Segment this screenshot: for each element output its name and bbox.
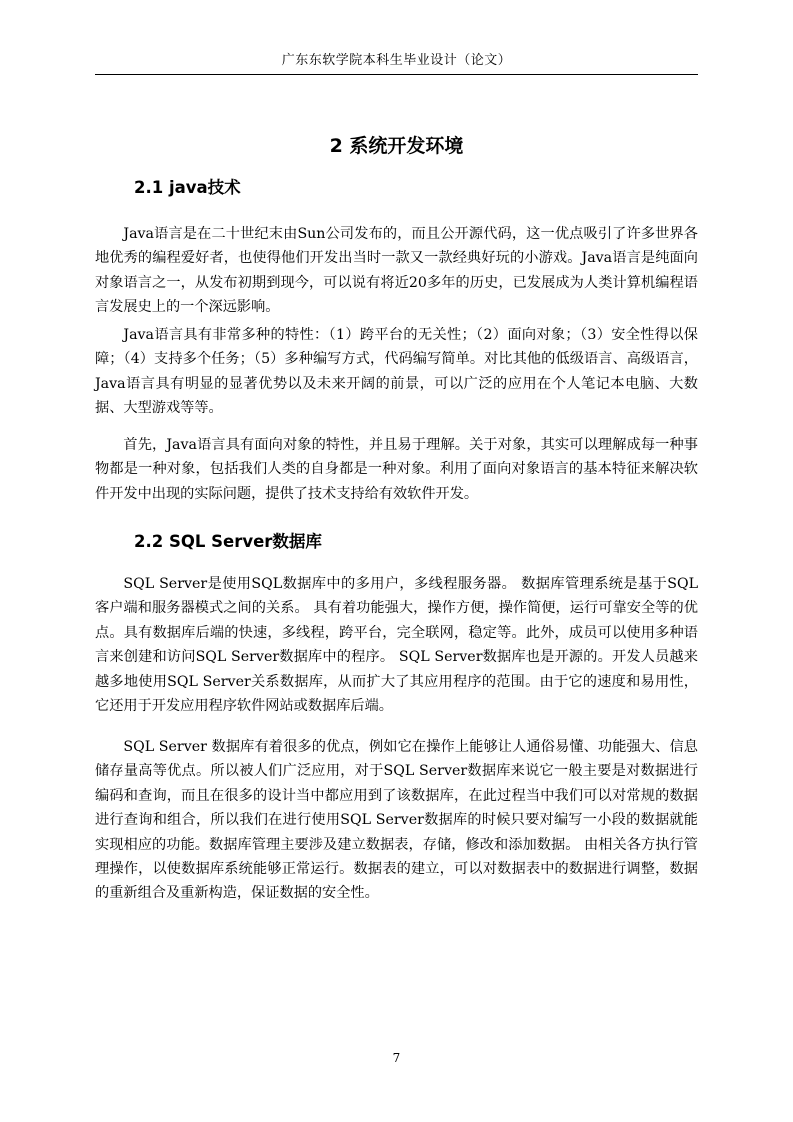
paragraph: 首先，Java语言具有面向对象的特性，并且易于理解。关于对象，其实可以理解成每一种事物都是一种对象，包括我们人类的自身都是一种对象。利用了面向对象语言的基本特征来解决软件开发中出现的实际问题，提供了技术支持给有效软件开发。 xyxy=(95,437,698,502)
running-header: 广东东软学院本科生毕业设计（论文） xyxy=(281,53,512,68)
section-title-java: 2.1 java技术 xyxy=(134,178,241,197)
paragraph: SQL Server是使用SQL数据库中的多用户，多线程服务器。 数据库管理系统是基于SQL客户端和服务器模式之间的关系。 具有着功能强大，操作方便，操作简便，运行可靠安全等的优点。具有数据库后端的快速，多线程，跨平台，完全联网，稳定等。此外，成员可以使用多种语言来创建和访问SQL Server数据库中的程序。 SQL Server数据库也是开源的。开发人员越来越多地使用SQL Server关系数据库，从而扩大了其应用程序的范围。由于它的速度和易用性，它还用于开发应用程序软件网站或数据库后端。 xyxy=(95,576,698,715)
paragraph: Java语言是在二十世纪末由Sun公司发布的，而且公开源代码，这一优点吸引了许多世界各地优秀的编程爱好者，也使得他们开发出当时一款又一款经典好玩的小游戏。Java语言是纯面向对象语言之一，从发布初期到现今，可以说有将近20多年的历史，已发展成为人类计算机编程语言发展史上的一个深远影响。 xyxy=(95,226,698,316)
paragraph: Java语言具有非常多种的特性：（1）跨平台的无关性；（2）面向对象；（3）安全性得以保障；（4）支持多个任务；（5）多种编写方式，代码编写简单。对比其他的低级语言、高级语言，Java语言具有明显的显著优势以及未来开阔的前景，可以广泛的应用在个人笔记本电脑、大数据、大型游戏等等。 xyxy=(95,327,698,417)
paragraph: SQL Server 数据库有着很多的优点，例如它在操作上能够让人通俗易懂、功能强大、信息储存量高等优点。所以被人们广泛应用，对于SQL Server数据库来说它一般主要是对数据进行编码和查询，而且在很多的设计当中都应用到了该数据库，在此过程当中我们可以对常规的数据进行查询和组合，所以我们在进行使用SQL Server数据库的时候只要对编写一小段的数据就能实现相应的功能。数据库管理主要涉及建立数据表，存储，修改和添加数据。 由相关各方执行管理操作，以使数据库系统能够正常运行。数据表的建立，可以对数据表中的数据进行调整，数据的重新组合及重新构造，保证数据的安全性。 xyxy=(95,739,698,902)
header-divider xyxy=(95,74,698,75)
page-number: 7 xyxy=(392,1051,401,1065)
section-title-sql-server: 2.2 SQL Server数据库 xyxy=(134,532,322,551)
chapter-title: 2 系统开发环境 xyxy=(329,135,464,157)
